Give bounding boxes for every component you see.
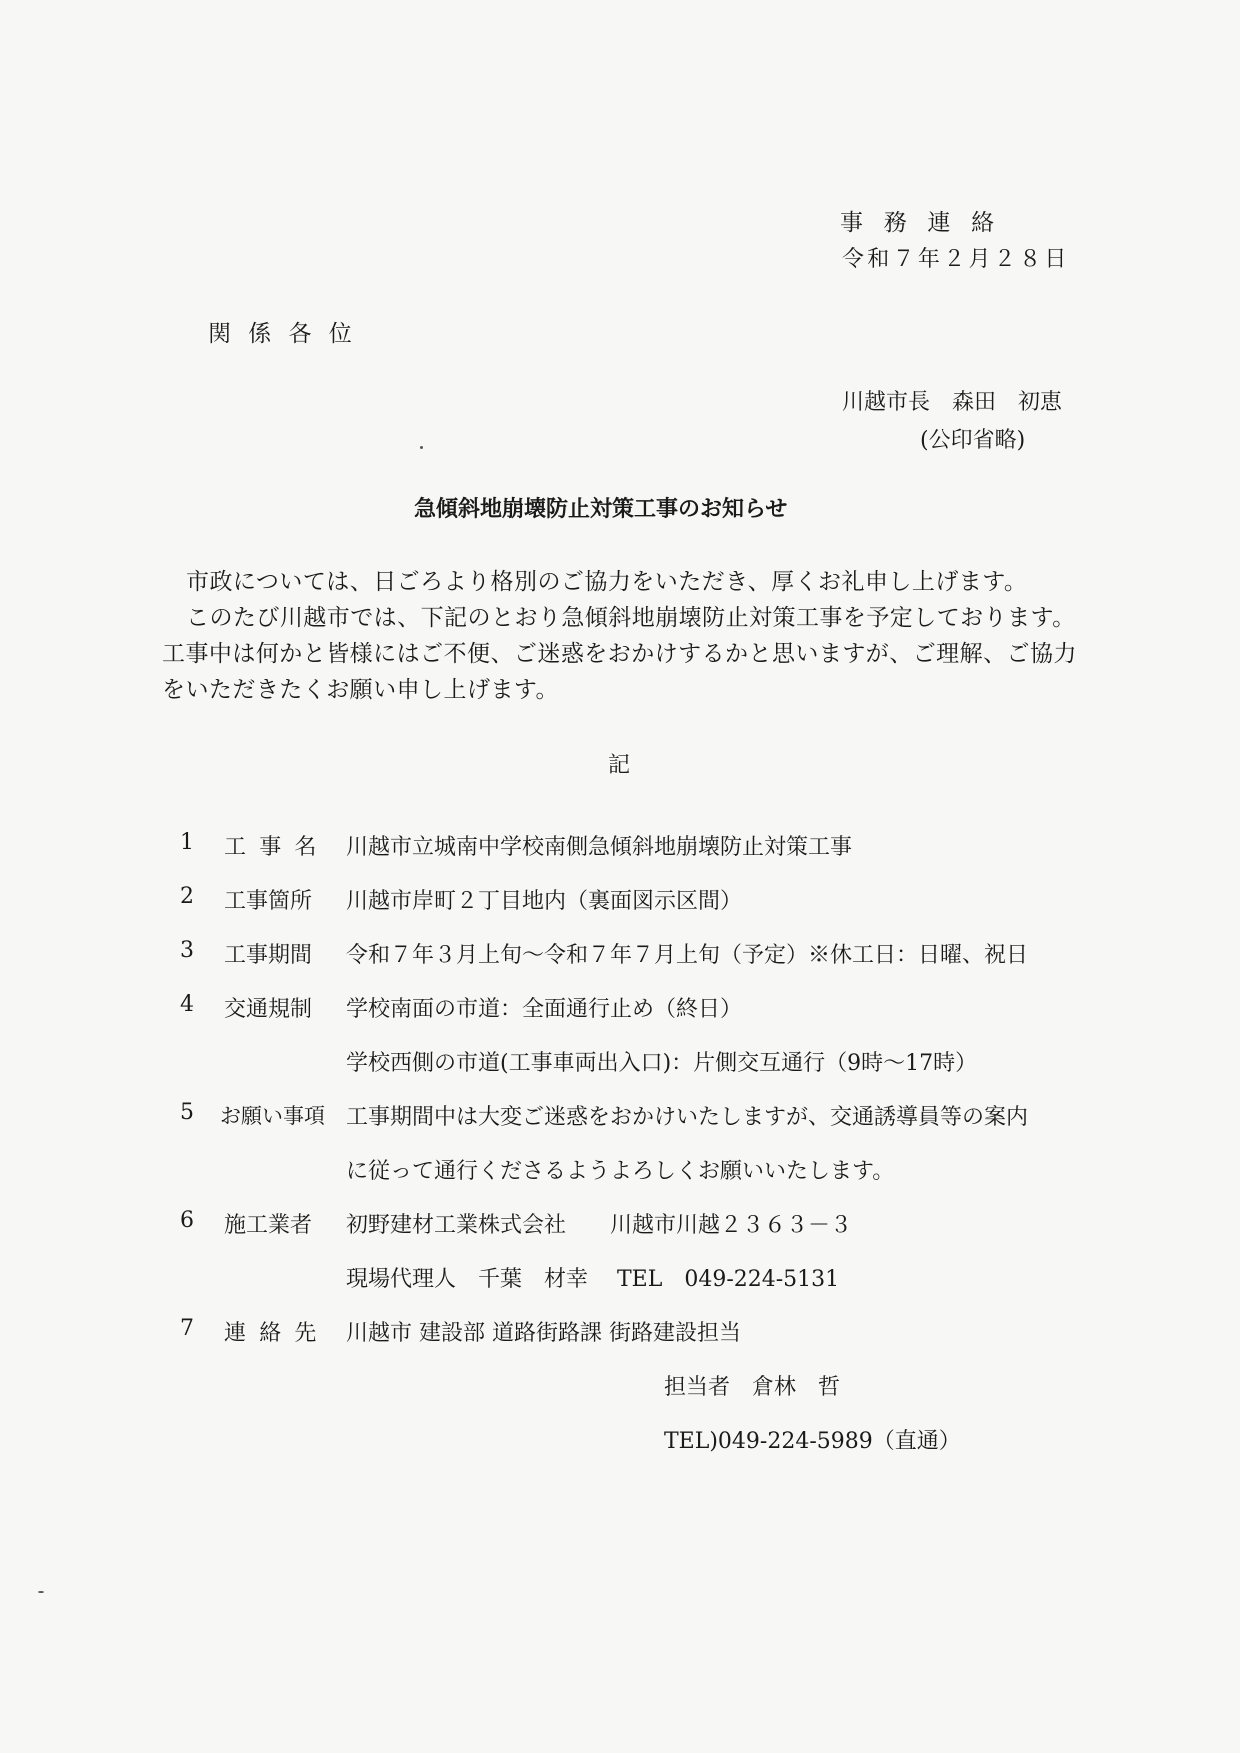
item-value: 川越市岸町２丁目地内（裏面図示区間） <box>346 889 743 914</box>
body-paragraph-1: 市政については、日ごろより格別のご協力をいただき、厚くお礼申し上げます。 <box>186 569 1028 595</box>
ki-marker: 記 <box>608 753 631 778</box>
item-label: お願い事項 <box>220 1104 325 1128</box>
recipient: 関係各位 <box>208 321 369 347</box>
item-label: 工事箇所 <box>224 889 313 914</box>
item-number: 4 <box>180 992 194 1017</box>
item-number: 3 <box>180 938 194 963</box>
item-value: 工事期間中は大変ご迷惑をおかけいたしますが、交通誘導員等の案内 <box>346 1105 1029 1130</box>
contact-phone: TEL)049-224-5989（直通） <box>664 1429 961 1454</box>
scan-speck <box>420 446 423 449</box>
item-value-continued: に従って通行くださるようよろしくお願いいたします。 <box>346 1159 895 1184</box>
item-value-continued: 学校西側の市道(工事車両出入口)：片側交互通行（9時～17時） <box>346 1051 978 1076</box>
item-value: 学校南面の市道：全面通行止め（終日） <box>346 997 743 1022</box>
item-value: 川越市立城南中学校南側急傾斜地崩壊防止対策工事 <box>346 835 853 860</box>
item-label: 交通規制 <box>224 997 313 1022</box>
item-number: 2 <box>180 884 194 909</box>
item-label: 工事名 <box>224 835 330 860</box>
item-value: 令和７年３月上旬～令和７年７月上旬（予定）※休工日：日曜、祝日 <box>346 943 1029 968</box>
item-value: 川越市 建設部 道路街路課 街路建設担当 <box>346 1321 741 1346</box>
item-number: 7 <box>180 1316 194 1341</box>
item-number: 5 <box>180 1100 194 1125</box>
item-number: 6 <box>180 1208 194 1233</box>
scan-speck <box>38 1591 44 1593</box>
contact-person: 担当者 倉林 哲 <box>664 1375 841 1400</box>
document-type: 事務連絡 <box>840 210 1015 236</box>
item-number: 1 <box>180 830 194 855</box>
body-paragraph-2: このたび川越市では、下記のとおり急傾斜地崩壊防止対策工事を予定しております。工事中は何かと皆様にはご不便、ご迷惑をおかけするかと思いますが、ご理解、ご協力をいただきたくお願い申し上げます。 <box>162 605 1077 703</box>
document-title: 急傾斜地崩壊防止対策工事のお知らせ <box>414 496 788 522</box>
issuer: 川越市長 森田 初恵 <box>842 390 1063 415</box>
item-value: 初野建材工業株式会社 川越市川越２３６３－３ <box>346 1213 853 1238</box>
item-label: 連絡先 <box>224 1321 330 1346</box>
seal-omitted-note: (公印省略) <box>920 428 1026 453</box>
document-date: 令和７年２月２８日 <box>842 247 1070 272</box>
item-label: 施工業者 <box>224 1213 313 1238</box>
item-label: 工事期間 <box>224 943 313 968</box>
item-value-continued: 現場代理人 千葉 材幸 TEL 049-224-5131 <box>346 1267 840 1292</box>
